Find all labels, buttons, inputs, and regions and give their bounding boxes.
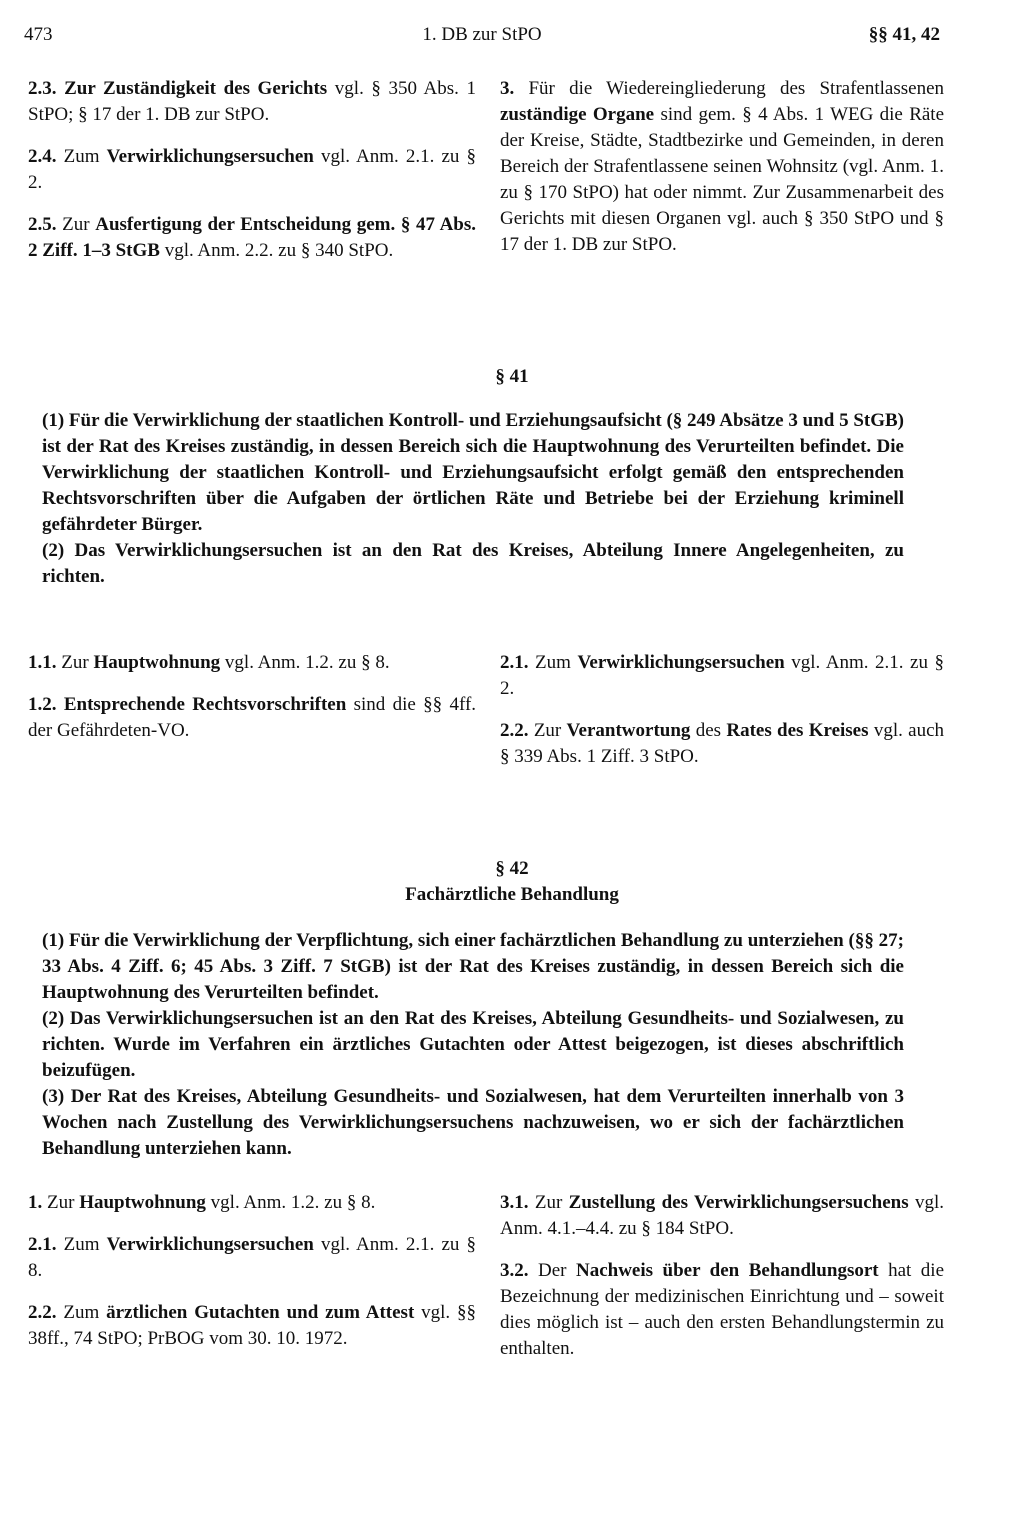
page-number: 473 (24, 24, 53, 45)
section-42-annotations-right (500, 1190, 944, 1362)
section-42-paragraph-3: (3) Der Rat des Kreises, Abteilung Gesundheits- und Sozialwesen, hat dem Verurteilten innerhalb von 3 Wochen nach Zustellung des Verwirklichungsersuchens nachzuweisen, wo er sich der fachärztlichen Behandlung unterziehen kann. (42, 1086, 904, 1159)
section-41-heading: § 41 (495, 366, 529, 387)
annotation-42-3-2: 3.2. Der Nachweis über den Behandlungsort hat die Bezeichnung der medizinischen Einrichtung und – soweit dies möglich ist – auch den ersten Behandlungstermin zu enthalten. (500, 1260, 945, 1359)
annotation-42-2-2: 2.2. Zum ärztlichen Gutachten und zum Attest vgl. §§ 38ff., 74 StPO; PrBOG vom 30. 10. 1972. (28, 1302, 477, 1349)
annotation-41-2-2: 2.2. Zur Verantwortung des Rates des Kreises vgl. auch § 339 Abs. 1 Ziff. 3 StPO. (500, 720, 945, 767)
section-42-paragraph-1: (1) Für die Verwirklichung der Verpflichtung, sich einer fachärztlichen Behandlung zu unterziehen (§§ 27; 33 Abs. 4 Ziff. 6; 45 Abs. 3 Ziff. 7 StGB) ist der Rat des Kreises zuständig, in dessen Bereich sich die Hauptwohnung des Verurteilten befindet. (42, 930, 904, 1003)
section-41-text (42, 408, 904, 590)
annotation-41-2-1: 2.1. Zum Verwirklichungsersuchen vgl. Anm. 2.1. zu § 2. (500, 652, 945, 699)
annotation-2-3: 2.3. Zur Zuständigkeit des Gerichts vgl. § 350 Abs. 1 StPO; § 17 der 1. DB zur StPO. (28, 78, 476, 125)
section-42-subheading: Fachärztliche Behandlung (405, 884, 619, 905)
annotations-right-top (500, 76, 944, 258)
section-41-paragraph-2: (2) Das Verwirklichungsersuchen ist an den Rat des Kreises, Abteilung Innere Angelegenheiten, zu richten. (42, 540, 904, 587)
page-header (24, 22, 940, 52)
section-42-text (42, 928, 904, 1162)
annotation-41-1-2: 1.2. Entsprechende Rechtsvorschriften sind die §§ 4ff. der Gefährdeten-VO. (28, 694, 477, 741)
section-reference: §§ 41, 42 (868, 24, 940, 45)
annotation-41-1-1: 1.1. Zur Hauptwohnung vgl. Anm. 1.2. zu § 8. (28, 652, 390, 673)
annotation-42-2-1: 2.1. Zum Verwirklichungsersuchen vgl. Anm. 2.1. zu § 8. (28, 1234, 477, 1281)
annotation-42-1: 1. Zur Hauptwohnung vgl. Anm. 1.2. zu § 8. (28, 1192, 376, 1213)
annotation-42-3-1: 3.1. Zur Zustellung des Verwirklichungsersuchens vgl. Anm. 4.1.–4.4. zu § 184 StPO. (500, 1192, 945, 1239)
running-title: 1. DB zur StPO (422, 24, 542, 45)
section-41-annotations-left (28, 650, 476, 744)
section-41-annotations-right (500, 650, 944, 770)
section-41-paragraph-1: (1) Für die Verwirklichung der staatlichen Kontroll- und Erziehungsaufsicht (§ 249 Absätze 3 und 5 StGB) ist der Rat des Kreises zuständig, in dessen Bereich sich die Hauptwohnung des Verurteilten befindet. Die Verwirklichung der staatlichen Kontroll- und Erziehungsaufsicht erfolgt gemäß den entsprechenden Rechtsvorschriften über die Aufgaben der örtlichen Räte und Betriebe bei der Erziehung kriminell gefährdeter Bürger. (42, 410, 904, 535)
section-42-heading: § 42 (495, 858, 529, 879)
annotation-2-5: 2.5. Zur Ausfertigung der Entscheidung gem. § 47 Abs. 2 Ziff. 1–3 StGB vgl. Anm. 2.2. zu § 340 StPO. (28, 214, 476, 261)
annotation-2-4: 2.4. Zum Verwirklichungsersuchen vgl. Anm. 2.1. zu § 2. (28, 146, 477, 193)
section-42-annotations-left (28, 1190, 476, 1352)
annotation-3: 3. Für die Wiedereingliederung des Strafentlassenen zuständige Organe sind gem. § 4 Abs. 1 WEG die Räte der Kreise, Städte, Stadtbezirke und Gemeinden, in deren Bereich der Strafentlassene seinen Wohnsitz (vgl. Anm. 1. zu § 170 StPO) hat oder nimmt. Zur Zusammenarbeit des Gerichts mit diesen Organen vgl. auch § 350 StPO und § 17 der 1. DB zur StPO. (500, 78, 945, 255)
section-42-heading-group (0, 856, 1024, 908)
section-42-paragraph-2: (2) Das Verwirklichungsersuchen ist an den Rat des Kreises, Abteilung Gesundheits- und Sozialwesen, zu richten. Wurde im Verfahren ein ärztliches Gutachten oder Attest beigezogen, ist dieses abschriftlich beizufügen. (42, 1008, 904, 1081)
annotations-left-top (28, 76, 476, 264)
